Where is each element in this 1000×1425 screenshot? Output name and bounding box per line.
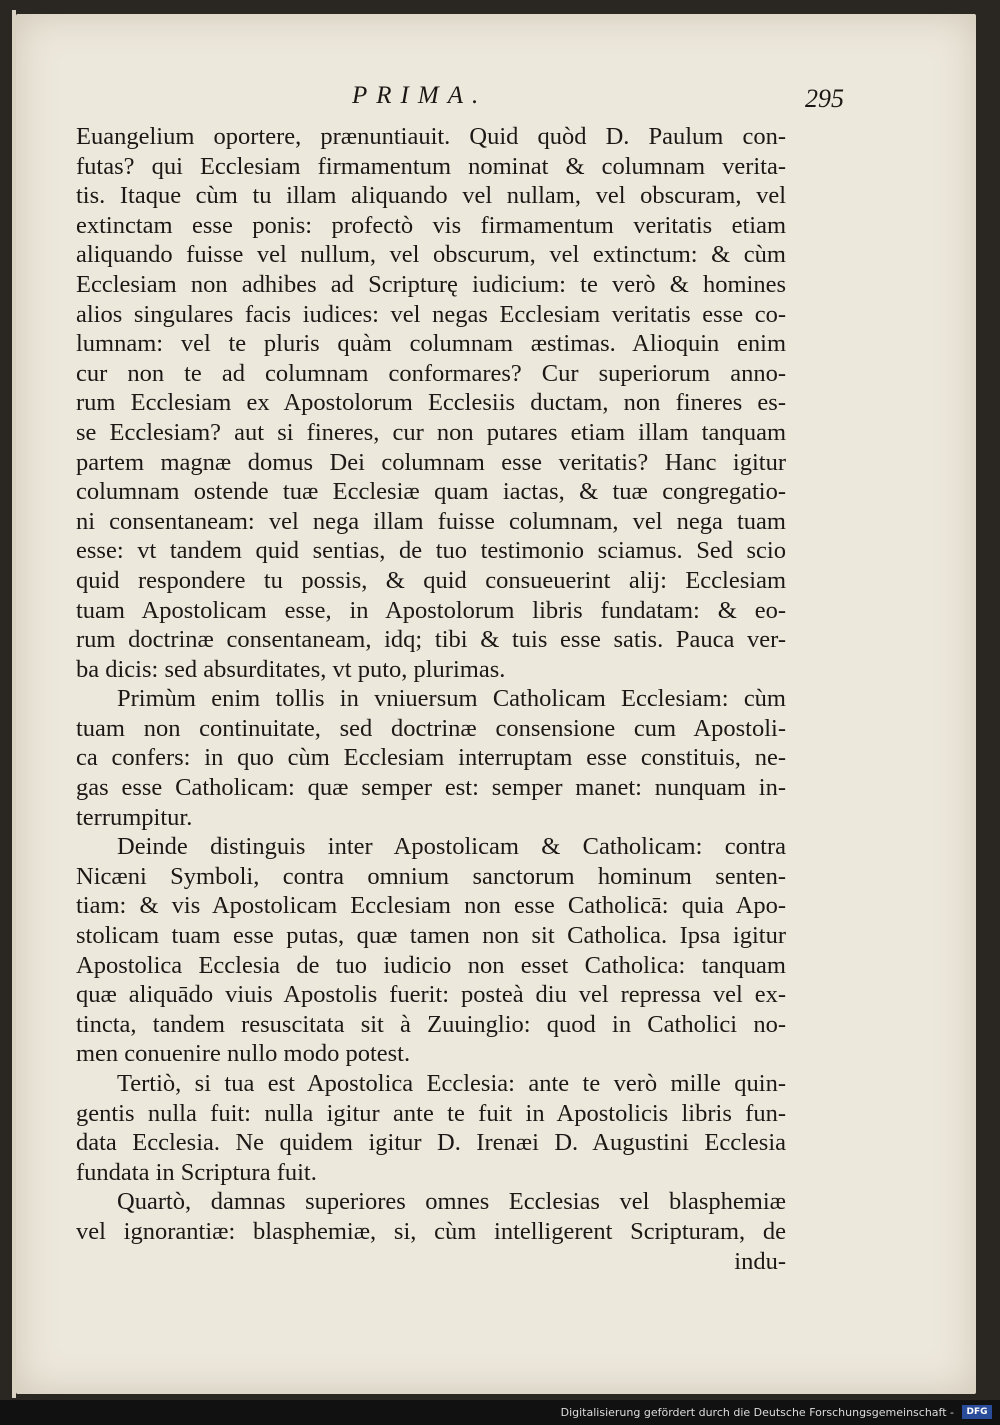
text-line: stolicam tuam esse putas, quæ tamen non sit Catholica. Ipsa igitur [76,922,786,950]
paragraph-start-line: Quartò, damnas superiores omnes Ecclesias vel blasphemiæ [117,1188,786,1216]
paragraph-start-line: Primùm enim tollis in vniuersum Catholicam Ecclesiam: cùm [117,685,786,713]
text-line: cur non te ad columnam conformares? Cur superiorum anno- [76,359,786,387]
text-line: quid respondere tu possis, & quid consueuerint alij: Ecclesiam [76,566,786,594]
digitization-footer [0,1400,1000,1425]
text-line: partem magnæ domus Dei columnam esse veritatis? Hanc igitur [76,448,786,476]
text-line: rum Ecclesiam ex Apostolorum Ecclesiis ductam, non fineres es- [76,389,786,417]
text-line: Ecclesiam non adhibes ad Scripturę iudicium: te verò & homines [76,270,786,298]
text-line: quæ aliquādo viuis Apostolis fuerit: posteà diu vel repressa vel ex- [76,981,786,1009]
text-line: gas esse Catholicam: quæ semper est: semper manet: nunquam in- [76,774,786,802]
text-line: data Ecclesia. Ne quidem igitur D. Irenæi D. Augustini Ecclesia [76,1129,786,1157]
body-text [76,122,786,1276]
text-line: alios singulares facis iudices: vel negas Ecclesiam veritatis esse co- [76,300,786,328]
text-line: lumnam: vel te pluris quàm columnam æstimas. Alioquin enim [76,330,786,358]
text-line: columnam ostende tuæ Ecclesiæ quam iactas, & tuæ congregatio- [76,478,786,506]
page-number: 295 [805,84,844,113]
text-line: tincta, tandem resuscitata sit à Zuuinglio: quod in Catholici no- [76,1010,786,1038]
text-line: ba dicis: sed absurditates, vt puto, plurimas. [76,655,506,683]
text-line: se Ecclesiam? aut si fineres, cur non putares etiam illam tanquam [76,418,786,446]
text-line: ca confers: in quo cùm Ecclesiam interruptam esse constituis, ne- [76,744,786,772]
text-line: tuam non continuitate, sed doctrinæ consensione cum Apostoli- [76,714,786,742]
text-line: tuam Apostolicam esse, in Apostolorum libris fundatam: & eo- [76,596,786,624]
text-line: esse: vt tandem quid sentias, de tuo testimonio sciamus. Sed scio [76,537,786,565]
paragraph-start-line: Deinde distinguis inter Apostolicam & Catholicam: contra [117,833,786,861]
text-line: gentis nulla fuit: nulla igitur ante te fuit in Apostolicis libris fun- [76,1099,786,1127]
catchword: indu- [734,1247,786,1275]
text-line: terrumpitur. [76,803,193,831]
dfg-logo: DFG [962,1405,992,1419]
text-line: fundata in Scriptura fuit. [76,1158,317,1186]
text-line: tiam: & vis Apostolicam Ecclesiam non esse Catholicā: quia Apo- [76,892,786,920]
text-line: tis. Itaque cùm tu illam aliquando vel nullam, vel obscuram, vel [76,182,786,210]
text-line: vel ignorantiæ: blasphemiæ, si, cùm intelligerent Scripturam, de [76,1217,786,1245]
text-line: Apostolica Ecclesia de tuo iudicio non esset Catholica: tanquam [76,951,786,979]
footer-credit: Digitalisierung gefördert durch die Deutsche Forschungsgemeinschaft - [560,1406,954,1419]
text-line: futas? qui Ecclesiam firmamentum nominat & columnam verita- [76,152,786,180]
text-line: Euangelium oportere, prænuntiauit. Quid quòd D. Paulum con- [76,123,786,150]
text-line: aliquando fuisse vel nullum, vel obscurum, vel extinctum: & cùm [76,241,786,269]
running-title: PRIMA. [352,82,488,109]
text-line: rum doctrinæ consentaneam, idq; tibi & tuis esse satis. Pauca ver- [76,626,786,654]
text-line: Nicæni Symboli, contra omnium sanctorum hominum senten- [76,862,786,890]
text-line: extinctam esse ponis: profectò vis firmamentum veritatis etiam [76,211,786,239]
text-line: men conuenire nullo modo potest. [76,1040,411,1068]
text-line: ni consentaneam: vel nega illam fuisse columnam, vel nega tuam [76,507,786,535]
page-header [80,80,844,116]
paragraph-start-line: Tertiò, si tua est Apostolica Ecclesia: ante te verò mille quin- [117,1070,786,1097]
